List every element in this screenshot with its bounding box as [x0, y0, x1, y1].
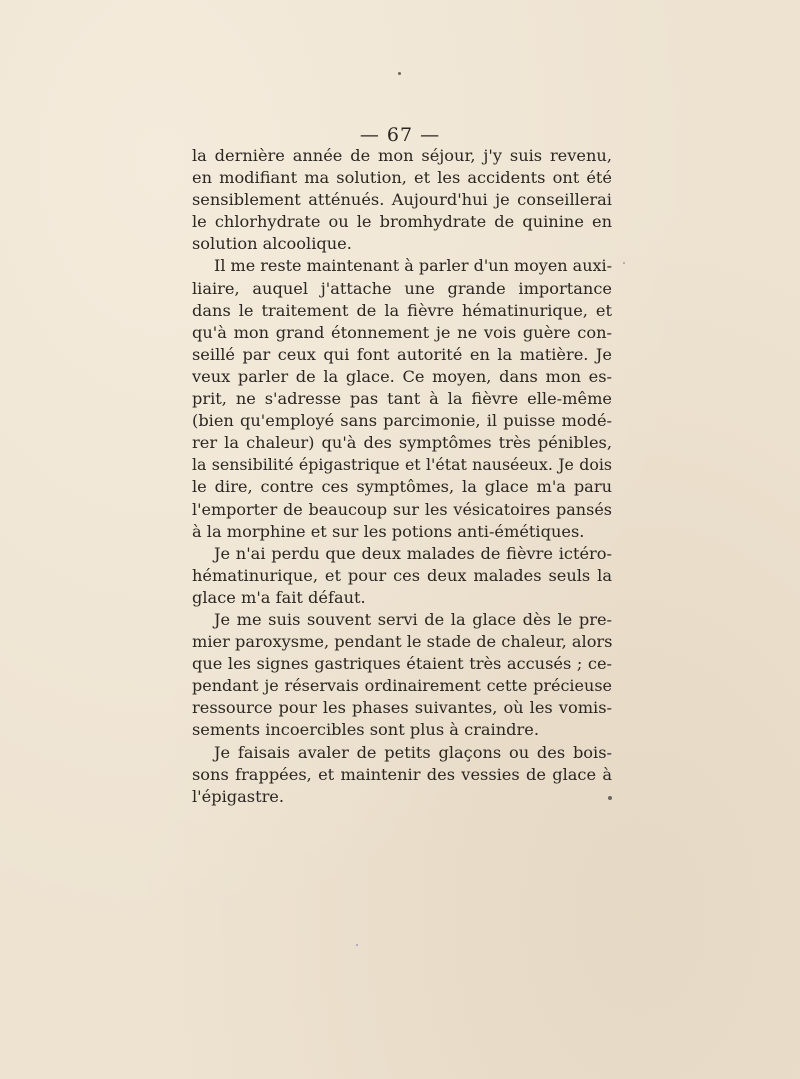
paragraph-3 — [192, 543, 612, 609]
text-line: Je n'ai perdu que deux malades de fièvre ictéro- — [214, 543, 612, 563]
paper-speck — [608, 796, 612, 800]
text-line: que les signes gastriques étaient très accusés ; ce- — [192, 654, 612, 674]
text-line: sons frappées, et maintenir des vessies de glace à — [192, 764, 612, 784]
text-line: le dire, contre ces symptômes, la glace m'a paru — [192, 477, 612, 497]
paper-speck — [398, 72, 401, 75]
text-line: sensiblement atténués. Aujourd'hui je conseillerai — [192, 190, 612, 210]
text-line: mier paroxysme, pendant le stade de chaleur, alors — [192, 632, 613, 652]
text-line: solution alcoolique. — [192, 234, 352, 254]
body-text — [192, 145, 612, 808]
text-line: pendant je réservais ordinairement cette précieuse — [192, 676, 612, 696]
text-line: glace m'a fait défaut. — [192, 587, 366, 607]
text-line: veux parler de la glace. Ce moyen, dans mon es- — [192, 366, 612, 386]
text-line: l'emporter de beaucoup sur les vésicatoires pansés — [192, 499, 612, 519]
text-line: en modifiant ma solution, et les accidents ont été — [192, 168, 612, 188]
text-line: Je me suis souvent servi de la glace dès le pre- — [214, 609, 612, 629]
text-line: liaire, auquel j'attache une grande importance — [192, 278, 612, 298]
text-line: Il me reste maintenant à parler d'un moyen auxi- — [214, 256, 613, 276]
paper-speck — [623, 262, 625, 264]
text-line: ressource pour les phases suivantes, où les vomis- — [192, 698, 612, 718]
paragraph-5 — [192, 742, 612, 808]
text-line: rer la chaleur) qu'à des symptômes très pénibles, — [192, 433, 612, 453]
paragraph-4 — [192, 609, 612, 742]
page-number: — 67 — — [359, 124, 441, 146]
paragraph-2 — [192, 255, 612, 542]
text-line: sements incoercibles sont plus à craindre. — [192, 720, 539, 740]
text-line: prit, ne s'adresse pas tant à la fièvre elle-même — [192, 389, 612, 409]
text-line: à la morphine et sur les potions anti-émétiques. — [192, 521, 585, 541]
text-line: dans le traitement de la fièvre hématinurique, et — [192, 300, 612, 320]
paper-speck — [356, 944, 358, 946]
paragraph-1 — [192, 145, 612, 255]
text-line: Je faisais avaler de petits glaçons ou des bois- — [214, 742, 612, 762]
text-line: hématinurique, et pour ces deux malades seuls la — [192, 565, 612, 585]
text-line: la sensibilité épigastrique et l'état nauséeux. Je dois — [192, 455, 612, 475]
text-line: seillé par ceux qui font autorité en la matière. Je — [192, 344, 612, 364]
text-line: qu'à mon grand étonnement je ne vois guère con- — [192, 322, 612, 342]
text-line: la dernière année de mon séjour, j'y suis revenu, — [192, 146, 612, 165]
text-line: l'épigastre. — [192, 786, 285, 806]
text-line: le chlorhydrate ou le bromhydrate de quinine en — [192, 212, 612, 232]
text-line: (bien qu'employé sans parcimonie, il puisse modé- — [192, 411, 612, 431]
